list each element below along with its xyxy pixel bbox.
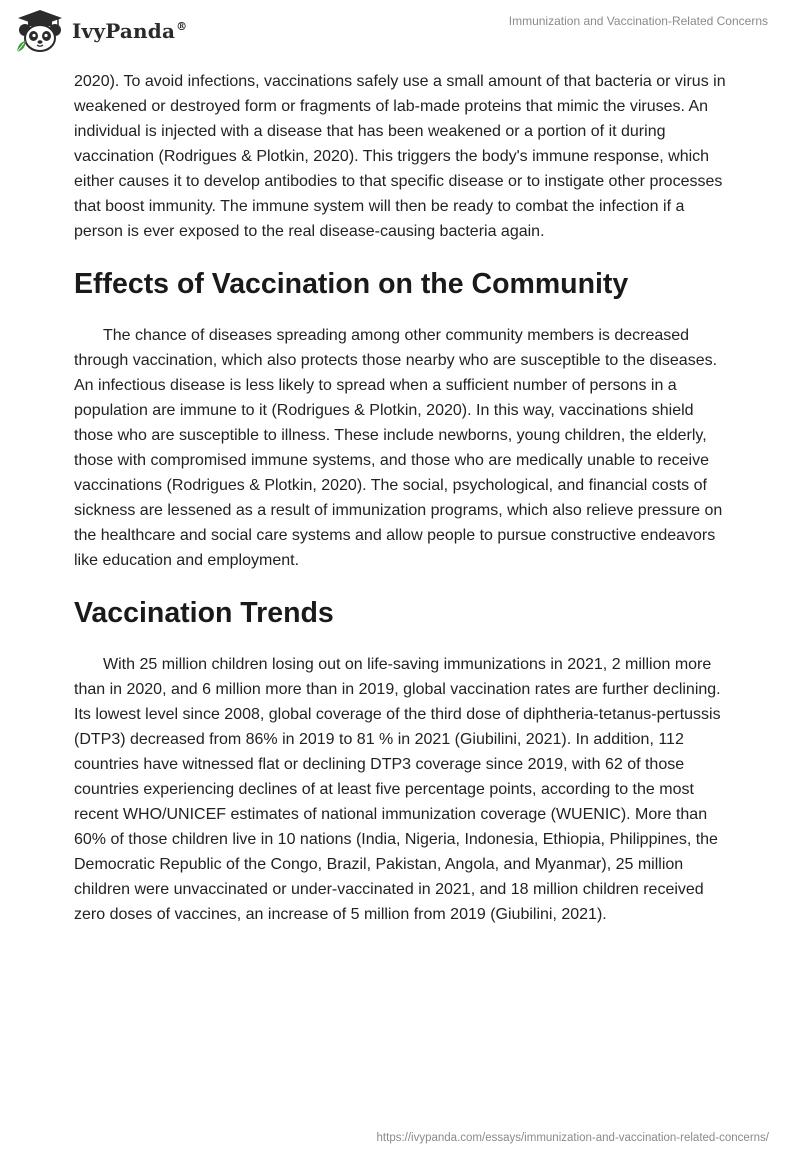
document-title: Immunization and Vaccination-Related Concerns	[508, 14, 768, 28]
essay-body	[74, 69, 734, 927]
page-header	[0, 0, 800, 60]
heading-effects-of-vaccination: Effects of Vaccination on the Community	[74, 268, 629, 300]
paragraph-vaccination-trends: With 25 million children losing out on life-saving immunizations in 2021, 2 million more than in 2020, and 6 million more than in 2019, global vaccination rates are further declining. Its lowest level since 2008, global coverage of the third dose of diphtheria-tetanus-pertussis (DTP3) decreased from 86% in 2019 to 81 % in 2021 (Giubilini, 2021). In addition, 112 countries have witnessed flat or declining DTP3 coverage since 2019, with 62 of those countries experiencing declines of at least five percentage points, according to the most recent WHO/UNICEF estimates of national immunization coverage (WUENIC). More than 60% of those children live in 10 nations (India, Nigeria, Indonesia, Ethiopia, Philippines, the Democratic Republic of the Congo, Brazil, Pakistan, Angola, and Myanmar), 25 million children were unvaccinated or under-vaccinated in 2021, and 18 million children received zero doses of vaccines, an increase of 5 million from 2019 (Giubilini, 2021).	[74, 656, 721, 923]
footer-source-url[interactable]: https://ivypanda.com/essays/immunization-and-vaccination-related-concerns/	[376, 1132, 769, 1144]
paragraph-community-effects: The chance of diseases spreading among other community members is decreased through vaccination, which also protects those nearby who are susceptible to the diseases. An infectious disease is less likely to spread when a sufficient number of persons in a population are immune to it (Rodrigues & Plotkin, 2020). In this way, vaccinations shield those who are susceptible to illness. These include newborns, young children, the elderly, those with compromised immune systems, and those who are medically unable to receive vaccinations (Rodrigues & Plotkin, 2020). The social, psychological, and financial costs of sickness are lessened as a result of immunization programs, which also relieve pressure on the healthcare and social care systems and allow people to pursue constructive endeavors like education and employment.	[74, 327, 723, 569]
heading-vaccination-trends: Vaccination Trends	[74, 597, 334, 629]
paragraph-vaccination-mechanism: 2020). To avoid infections, vaccinations safely use a small amount of that bacteria or virus in weakened or destroyed form or fragments of lab-made proteins that mimic the viruses. An individual is injected with a disease that has been weakened or a portion of it during vaccination (Rodrigues & Plotkin, 2020). This triggers the body's immune response, which either causes it to develop antibodies to that specific disease or to instigate other processes that boost immunity. The immune system will then be ready to combat the infection if a person is ever exposed to the real disease-causing bacteria again.	[74, 73, 726, 240]
panda-graduate-icon	[14, 8, 66, 54]
logo-wordmark: IvyPanda®	[72, 19, 188, 43]
ivypanda-logo[interactable]	[14, 8, 187, 54]
